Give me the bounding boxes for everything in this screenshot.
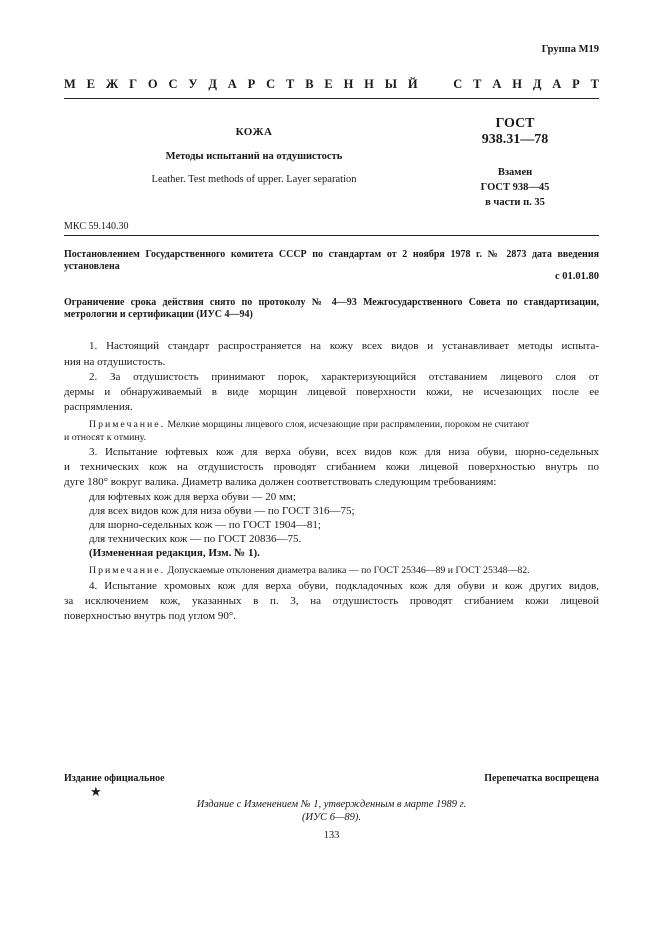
paragraph-1-continuation: ния на отдушистость. [64,356,166,368]
paragraph-2-end: распрямления. [64,401,133,413]
paragraph-4-end: поверхностью внутрь под углом 90°. [64,610,237,622]
gost-number [440,116,590,148]
english-title: Leather. Test methods of upper. Layer separation [151,174,357,185]
note-2-text: Допускаемые отклонения диаметра валика — по ГОСТ 25346—89 и ГОСТ 25348—82. [165,565,530,576]
banner-letter: Т [473,77,482,91]
banner-letter: М [64,77,76,91]
interstate-standard-banner [64,77,599,92]
paragraph-4-line: 4. Испытание хромовых кож для верха обуви, подкладочных кож для обуви и кож других видов, [89,580,599,592]
banner-letter: Н [364,77,374,91]
list-item: для юфтевых кож для верха обуви — 20 мм; [89,491,296,503]
banner-letter: Ж [105,77,119,91]
banner-letter: С [168,77,178,91]
replaces-label: Взамен [497,167,533,178]
paragraph-4-continuation: за исключением кож, указанных в п. 3, на отдушистость проводят сгибанием кожи лицевой [64,595,599,607]
banner-letter: Г [129,77,138,91]
mks-code: МКС 59.140.30 [64,221,129,232]
banner-letter: В [305,77,314,91]
list-item: для шорно-седельных кож — по ГОСТ 1904—81; [89,519,321,531]
banner-letter: О [147,77,158,91]
banner-letter: Ы [384,77,398,91]
note-1 [89,418,599,431]
banner-letter: Р [572,77,580,91]
banner-letter: Н [512,77,522,91]
amendment-note: (Измененная редакция, Изм. № 1). [89,547,260,559]
paragraph-3-end: дуге 180° вокруг валика. Диаметр валика должен соответствовать следующим требованиям: [64,476,497,488]
banner-letter: У [188,77,198,91]
replaces-standard: ГОСТ 938—45 [480,182,550,193]
banner-letter: Т [590,77,599,91]
list-item: для технических кож — по ГОСТ 20836—75. [89,533,302,545]
banner-letter: С [453,77,463,91]
resolution-text: Постановлением Государственного комитета СССР по стандартам от 2 ноября 1978 г. № 2873 дата введения установлена [64,249,599,272]
page-number: 133 [323,830,340,841]
banner-letter: С [266,77,276,91]
note-1-text: Мелкие морщины лицевого слоя, исчезающие при распрямлении, пороком не считают [165,419,530,430]
banner-letter: Е [324,77,333,91]
note-1-label: Примечание. [89,419,166,430]
paragraph-3-line: 3. Испытание юфтевых кож для верха обуви, всех видов кож для низа обуви, шорно-седельных [89,446,599,458]
edition-note-line: (ИУС 6—89). [302,812,361,823]
banner-letter: Е [86,77,95,91]
star-icon: ★ [90,784,102,799]
list-item: для всех видов кож для низа обуви — по ГОСТ 316—75; [89,505,355,517]
document-title: КОЖА [235,126,273,138]
gost-label: ГОСТ [495,116,535,131]
edition-note [64,798,599,824]
reprint-prohibited-label: Перепечатка воспрещена [484,773,599,784]
note-2-label: Примечание. [89,565,166,576]
banner-letter: Д [208,77,217,91]
banner-letter: А [492,77,502,91]
banner-letter: А [552,77,562,91]
banner-letter: А [227,77,237,91]
document-subtitle: Методы испытаний на отдушистость [165,151,343,162]
gost-code: 938.31—78 [481,132,549,147]
mks-rule [64,235,599,236]
edition-note-line: Издание с Изменением № 1, утвержденным в марте 1989 г. [196,799,467,810]
group-code: Группа М19 [541,44,599,55]
limitation-text: Ограничение срока действия снято по протоколу № 4—93 Межгосударственного Совета по стандартизации, метрологии и сертификации (ИУС 4—94) [64,297,599,320]
banner-letter: Н [343,77,354,91]
effective-date: с 01.01.80 [554,271,599,282]
banner-letter: Д [532,77,542,91]
paragraph-2-line: 2. За отдушистость принимают порок, характеризующийся отставанием лицевого слоя от [89,371,599,383]
official-edition-label: Издание официальное [64,773,165,784]
paragraph-2-continuation: дермы и обнаруживаемый в виде морщин лицевой поверхности кожи, не исчезающих после ее [64,386,599,398]
replaces-block [440,165,590,210]
banner-letter: Т [286,77,295,91]
banner-letter: Й [407,77,418,91]
note-1-continuation: и относят к отмину. [64,432,147,443]
replaces-part: в части п. 35 [485,197,545,208]
banner-letter: Р [247,77,256,91]
paragraph-1-line: 1. Настоящий стандарт распространяется на кожу всех видов и устанавливает методы испыта- [89,340,599,352]
paragraph-3-continuation: и технических кож на отдушистость проводят сгибанием кожи лицевой поверхностью внутрь по [64,461,599,473]
note-2 [89,564,599,577]
header-rule [64,98,599,99]
